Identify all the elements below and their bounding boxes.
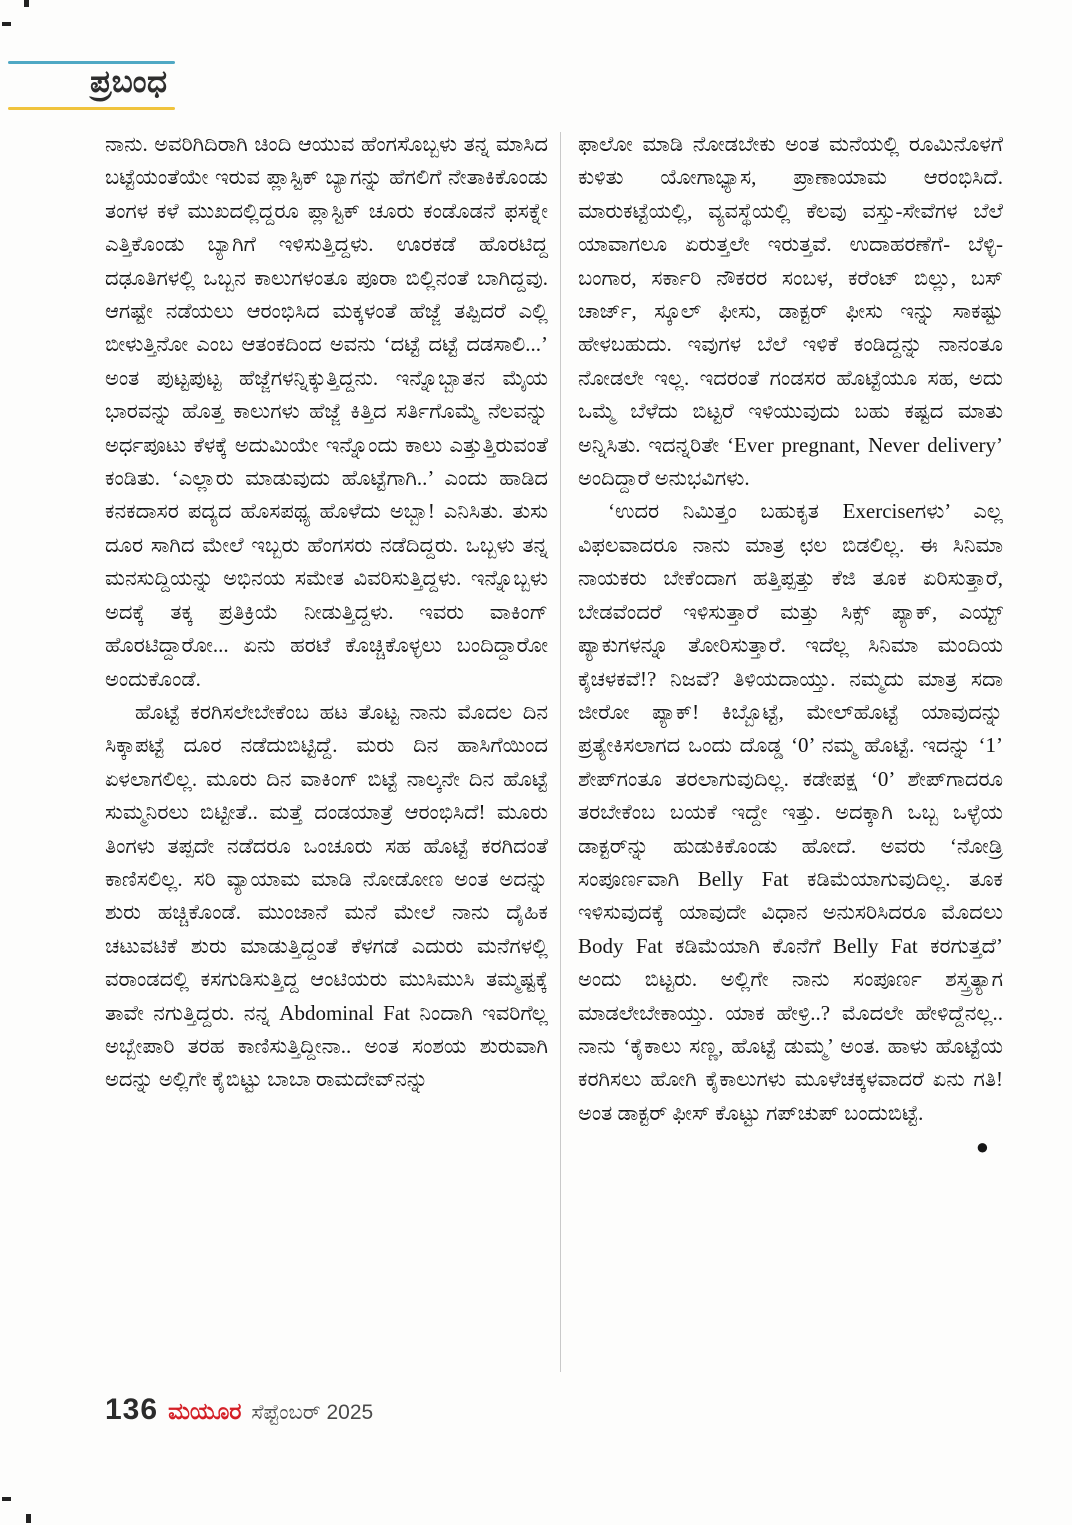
page-number: 136: [105, 1393, 159, 1426]
header-bottom-rule: [8, 107, 175, 110]
paragraph: ನಾನು. ಅವರಿಗಿದಿರಾಗಿ ಚಿಂದಿ ಆಯುವ ಹೆಂಗಸೊಬ್ಬಳು ತನ್ನ ಮಾಸಿದ ಬಟ್ಟೆಯಂತೆಯೇ ಇರುವ ಪ್ಲಾಸ್ಟಿಕ್ ಬ್ಯಾಗನ್ನು ಹೆಗಲಿಗೆ ನೇತಾಕಿಕೊಂಡು ತಂಗಳ ಕಳೆ ಮುಖದಲ್ಲಿದ್ದರೂ ಪ್ಲಾಸ್ಟಿಕ್ ಚೂರು ಕಂಡೊಡನೆ ಫಸಕ್ನೇ ಎತ್ತಿಕೊಂಡು ಬ್ಯಾಗಿಗೆ ಇಳಿಸುತ್ತಿದ್ದಳು. ಊರಕಡೆ ಹೊರಟಿದ್ದ ದಢೂತಿಗಳಲ್ಲಿ ಒಬ್ಬನ ಕಾಲುಗಳಂತೂ ಪೂರಾ ಬಿಲ್ಲಿನಂತೆ ಬಾಗಿದ್ದವು. ಆಗಷ್ಟೇ ನಡೆಯಲು ಆರಂಭಿಸಿದ ಮಕ್ಕಳಂತೆ ಹೆಜ್ಜೆ ತಪ್ಪಿದರೆ ಎಲ್ಲಿ ಬೀಳುತ್ತಿನೋ ಎಂಬ ಆತಂಕದಿಂದ ಅವನು ‘ದಟ್ಟೆ ದಟ್ಟೆ ದಡಸಾಲಿ...’ ಅಂತ ಪುಟ್ಟಪುಟ್ಟ ಹೆಜ್ಜೆಗಳನ್ನಿಕ್ಕುತ್ತಿದ್ದನು. ಇನ್ನೊಬ್ಬಾತನ ಮೈಯ ಭಾರವನ್ನು ಹೊತ್ತ ಕಾಲುಗಳು ಹೆಜ್ಜೆ ಕಿತ್ತಿದ ಸರ್ತಿಗೊಮ್ಮೆ ನೆಲವನ್ನು ಅರ್ಧಪೂಟು ಕೆಳಕ್ಕೆ ಅದುಮಿಯೇ ಇನ್ನೊಂದು ಕಾಲು ಎತ್ತುತ್ತಿರುವಂತೆ ಕಂಡಿತು. ‘ಎಲ್ಲಾರು ಮಾಡುವುದು ಹೊಟ್ಟೆಗಾಗಿ..’ ಎಂದು ಹಾಡಿದ ಕನಕದಾಸರ ಪದ್ಯದ ಹೊಸಪಥ್ಯ ಹೊಳೆದು ಅಬ್ಬಾ! ಎನಿಸಿತು. ತುಸು ದೂರ ಸಾಗಿದ ಮೇಲೆ ಇಬ್ಬರು ಹೆಂಗಸರು ನಡೆದಿದ್ದರು. ಒಬ್ಬಳು ತನ್ನ ಮನಸುದ್ದಿಯನ್ನು ಅಭಿನಯ ಸಮೇತ ವಿವರಿಸುತ್ತಿದ್ದಳು. ಇನ್ನೊಬ್ಬಳು ಅದಕ್ಕೆ ತಕ್ಕ ಪ್ರತಿಕ್ರಿಯೆ ನೀಡುತ್ತಿದ್ದಳು. ಇವರು ವಾಕಿಂಗ್ ಹೊರಟಿದ್ದಾರೋ... ಏನು ಹರಟೆ ಕೊಚ್ಚಿಕೊಳ್ಳಲು ಬಂದಿದ್ದಾರೋ ಅಂದುಕೊಂಡೆ.: [105, 132, 548, 691]
registration-mark-bottom: [26, 1514, 31, 1523]
section-title: ಪ್ರಬಂಧ: [90, 64, 168, 99]
registration-mark-left-bottom: [2, 1497, 11, 1501]
magazine-logo: ಮಯೂರ: [168, 1398, 242, 1424]
page-footer: [105, 1393, 373, 1427]
article-column-1: [105, 128, 548, 1097]
end-of-article-marker: ●: [975, 1134, 989, 1160]
registration-mark-top: [24, 0, 29, 7]
paragraph: ಹೊಟ್ಟೆ ಕರಗಿಸಲೇಬೇಕೆಂಬ ಹಟ ತೊಟ್ಟ ನಾನು ಮೊದಲ ದಿನ ಸಿಕ್ಕಾಪಟ್ಟೆ ದೂರ ನಡೆದುಬಿಟ್ಟಿದ್ದೆ. ಮರು ದಿನ ಹಾಸಿಗೆಯಿಂದ ಏಳಲಾಗಲಿಲ್ಲ. ಮೂರು ದಿನ ವಾಕಿಂಗ್ ಬಿಟ್ಟೆ ನಾಲ್ಕನೇ ದಿನ ಹೊಟ್ಟೆ ಸುಮ್ಮನಿರಲು ಬಿಟ್ಟೀತೆ.. ಮತ್ತೆ ದಂಡಯಾತ್ರೆ ಆರಂಭಿಸಿದೆ! ಮೂರು ತಿಂಗಳು ತಪ್ಪದೇ ನಡೆದರೂ ಒಂಚೂರು ಸಹ ಹೊಟ್ಟೆ ಕರಗಿದಂತೆ ಕಾಣಿಸಲಿಲ್ಲ. ಸರಿ ವ್ಯಾಯಾಮ ಮಾಡಿ ನೋಡೋಣ ಅಂತ ಅದನ್ನು ಶುರು ಹಚ್ಚಿಕೊಂಡೆ. ಮುಂಜಾನೆ ಮನೆ ಮೇಲೆ ನಾನು ದೈಹಿಕ ಚಟುವಟಿಕೆ ಶುರು ಮಾಡುತ್ತಿದ್ದಂತೆ ಕೆಳಗಡೆ ಎದುರು ಮನೆಗಳಲ್ಲಿ ವರಾಂಡದಲ್ಲಿ ಕಸಗುಡಿಸುತ್ತಿದ್ದ ಆಂಟಿಯರು ಮುಸಿಮುಸಿ ತಮ್ಮಷ್ಟಕ್ಕೆ ತಾವೇ ನಗುತ್ತಿದ್ದರು. ನನ್ನ Abdominal Fat ನಿಂದಾಗಿ ಇವರಿಗೆಲ್ಲ ಅಬ್ಬೇಪಾರಿ ತರಹ ಕಾಣಿಸುತ್ತಿದ್ದೀನಾ.. ಅಂತ ಸಂಶಯ ಶುರುವಾಗಿ ಅದನ್ನು ಅಲ್ಲಿಗೇ ಕೈಬಿಟ್ಟು ಬಾಬಾ ರಾಮದೇವ್‌ನನ್ನು: [105, 699, 548, 1092]
registration-mark-left-top: [2, 22, 11, 26]
article-column-2: [578, 128, 1003, 1164]
paragraph: ‘ಉದರ ನಿಮಿತ್ತಂ ಬಹುಕೃತ Exerciseಗಳು’ ಎಲ್ಲ ವಿಫಲವಾದರೂ ನಾನು ಮಾತ್ರ ಛಲ ಬಿಡಲಿಲ್ಲ. ಈ ಸಿನಿಮಾ ನಾಯಕರು ಬೇಕೆಂದಾಗ ಹತ್ತಿಪ್ಪತ್ತು ಕೆಜಿ ತೂಕ ಏರಿಸುತ್ತಾರೆ, ಬೇಡವೆಂದರೆ ಇಳಿಸುತ್ತಾರೆ ಮತ್ತು ಸಿಕ್ಸ್ ಪ್ಯಾಕ್, ಎಯ್ಟ್ ಪ್ಯಾಕುಗಳನ್ನೂ ತೋರಿಸುತ್ತಾರೆ. ಇದೆಲ್ಲ ಸಿನಿಮಾ ಮಂದಿಯ ಕೈಚಳಕವೆ!? ನಿಜವೆ? ತಿಳಿಯದಾಯ್ತು. ನಮ್ಮದು ಮಾತ್ರ ಸದಾ ಜೀರೋ ಪ್ಯಾಕ್! ಕಿಬ್ಬೊಟ್ಟೆ, ಮೇಲ್‌ಹೊಟ್ಟೆ ಯಾವುದನ್ನು ಪ್ರತ್ಯೇಕಿಸಲಾಗದ ಒಂದು ದೊಡ್ಡ ‘0’ ನಮ್ಮ ಹೊಟ್ಟೆ. ಇದನ್ನು ‘1’ ಶೇಪ್‌ಗಂತೂ ತರಲಾಗುವುದಿಲ್ಲ. ಕಡೇಪಕ್ಷ ‘0’ ಶೇಪ್‌ಗಾದರೂ ತರಬೇಕೆಂಬ ಬಯಕೆ ಇದ್ದೇ ಇತ್ತು. ಅದಕ್ಕಾಗಿ ಒಬ್ಬ ಒಳ್ಳೆಯ ಡಾಕ್ಟರ್‌ನ್ನು ಹುಡುಕಿಕೊಂಡು ಹೋದೆ. ಅವರು ‘ನೋಡ್ರಿ ಸಂಪೂರ್ಣವಾಗಿ Belly Fat ಕಡಿಮೆಯಾಗುವುದಿಲ್ಲ. ತೂಕ ಇಳಿಸುವುದಕ್ಕೆ ಯಾವುದೇ ವಿಧಾನ ಅನುಸರಿಸಿದರೂ ಮೊದಲು Body Fat ಕಡಿಮೆಯಾಗಿ ಕೊನೆಗೆ Belly Fat ಕರಗುತ್ತದೆ’ ಅಂದು ಬಿಟ್ಟರು. ಅಲ್ಲಿಗೇ ನಾನು ಸಂಪೂರ್ಣ ಶಸ್ತ್ರತ್ಯಾಗ ಮಾಡಲೇಬೇಕಾಯ್ತು. ಯಾಕ ಹೇಳ್ರಿ..? ಮೊದಲೇ ಹೇಳಿದ್ದೆನಲ್ಲ.. ನಾನು ‘ಕೈಕಾಲು ಸಣ್ಣ, ಹೊಟ್ಟೆ ಡುಮ್ಮ’ ಅಂತ. ಹಾಳು ಹೊಟ್ಟೆಯ ಕರಗಿಸಲು ಹೋಗಿ ಕೈಕಾಲುಗಳು ಮೂಳೆಚಕ್ಕಳವಾದರೆ ಏನು ಗತಿ! ಅಂತ ಡಾಕ್ಟರ್ ಫೀಸ್ ಕೊಟ್ಟು ಗಪ್‌ಚುಪ್ ಬಂದುಬಿಟ್ಟೆ.: [578, 499, 1003, 1125]
paragraph: ಫಾಲೋ ಮಾಡಿ ನೋಡಬೇಕು ಅಂತ ಮನೆಯಲ್ಲಿ ರೂಮಿನೊಳಗೆ ಕುಳಿತು ಯೋಗಾಭ್ಯಾಸ, ಪ್ರಾಣಾಯಾಮ ಆರಂಭಿಸಿದೆ. ಮಾರುಕಟ್ಟೆಯಲ್ಲಿ, ವ್ಯವಸ್ಥೆಯಲ್ಲಿ ಕೆಲವು ವಸ್ತು-ಸೇವೆಗಳ ಬೆಲೆ ಯಾವಾಗಲೂ ಏರುತ್ತಲೇ ಇರುತ್ತವೆ. ಉದಾಹರಣೆಗೆ- ಬೆಳ್ಳಿ-ಬಂಗಾರ, ಸರ್ಕಾರಿ ನೌಕರರ ಸಂಬಳ, ಕರೆಂಟ್ ಬಿಲ್ಲು, ಬಸ್ ಚಾರ್ಜ್, ಸ್ಕೂಲ್ ಫೀಸು, ಡಾಕ್ಟರ್ ಫೀಸು ಇನ್ನು ಸಾಕಷ್ಟು ಹೇಳಬಹುದು. ಇವುಗಳ ಬೆಲೆ ಇಳಿಕೆ ಕಂಡಿದ್ದನ್ನು ನಾನಂತೂ ನೋಡಲೇ ಇಲ್ಲ. ಇದರಂತೆ ಗಂಡಸರ ಹೊಟ್ಟೆಯೂ ಸಹ, ಅದು ಒಮ್ಮೆ ಬೆಳೆದು ಬಿಟ್ಟರೆ ಇಳಿಯುವುದು ಬಹು ಕಷ್ಟದ ಮಾತು ಅನ್ನಿಸಿತು. ಇದನ್ನರಿತೇ ‘Ever pregnant, Never delivery’ ಅಂದಿದ್ದಾರೆ ಅನುಭವಿಗಳು.: [578, 132, 1003, 491]
issue-date: ಸೆಪ್ಟೆಂಬರ್ 2025: [251, 1401, 374, 1424]
column-divider: [560, 132, 561, 1372]
